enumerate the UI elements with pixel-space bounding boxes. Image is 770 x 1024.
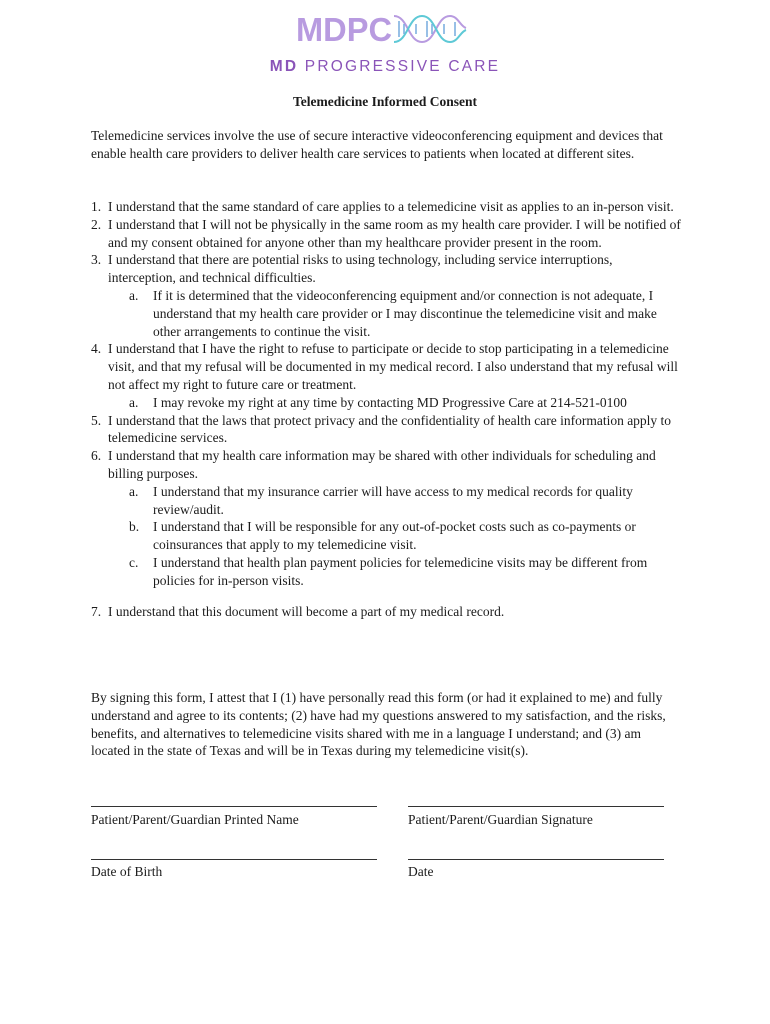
logo-mark-text: MDPC bbox=[296, 12, 392, 46]
consent-subitem bbox=[108, 394, 683, 412]
consent-item-text: I understand that I have the right to refuse to participate or decide to stop participating in a telemedicine visit, and that my refusal will be documented in my medical record. I also understand that my refusal will not affect my right to future care or treatment. bbox=[108, 341, 678, 392]
date-of-birth-line[interactable] bbox=[91, 859, 377, 860]
consent-subitem bbox=[108, 287, 683, 340]
consent-item-text: I understand that the same standard of care applies to a telemedicine visit as applies to an in-person visit. bbox=[108, 199, 674, 214]
consent-subitem-text: I may revoke my right at any time by contacting MD Progressive Care at 214-521-0100 bbox=[153, 394, 627, 410]
consent-item-number: 4. bbox=[91, 341, 102, 357]
date-label: Date bbox=[408, 864, 434, 879]
consent-subitem-text: If it is determined that the videoconferencing equipment and/or connection is not adequate, I understand that my health care provider or I may discontinue the telemedicine visit and make other arrangements to continue the visit. bbox=[153, 287, 657, 339]
logo-wordmark-rest: PROGRESSIVE CARE bbox=[304, 58, 501, 75]
date-line[interactable] bbox=[408, 859, 664, 860]
consent-subitem-letter: c. bbox=[129, 554, 139, 570]
consent-subitem-letter: b. bbox=[129, 519, 140, 535]
consent-item-text: I understand that the laws that protect privacy and the confidentiality of health care information apply to telemedicine services. bbox=[108, 412, 672, 446]
consent-item bbox=[91, 447, 683, 589]
consent-subitem-text: I understand that my insurance carrier will have access to my medical records for quality review/audit. bbox=[153, 483, 633, 517]
consent-sublist bbox=[108, 394, 683, 412]
attestation-paragraph: By signing this form, I attest that I (1) have personally read this form (or had it explained to me) and fully understand and agree to its contents; (2) have had my questions answered to my satisfaction, and the risks, benefits, and alternatives to telemedicine visits shared with me in a language I understand; and (3) am located in the state of Texas and will be in Texas during my telemedicine visit(s). bbox=[91, 690, 666, 759]
logo bbox=[0, 12, 770, 75]
consent-item-text: I understand that there are potential risks to using technology, including service interruptions, interception, and technical difficulties. bbox=[108, 252, 613, 286]
consent-item bbox=[91, 216, 683, 252]
consent-subitem-text: I understand that I will be responsible for any out-of-pocket costs such as co-payments or coinsurances that apply to my telemedicine visit. bbox=[153, 519, 636, 553]
consent-subitem bbox=[108, 483, 683, 519]
consent-item bbox=[91, 198, 683, 216]
consent-item bbox=[91, 412, 683, 448]
consent-item bbox=[91, 340, 683, 411]
consent-item-text: I understand that my health care information may be shared with other individuals for scheduling and billing purposes. bbox=[108, 448, 656, 481]
consent-sublist bbox=[108, 483, 683, 590]
consent-list bbox=[91, 198, 683, 620]
printed-name-label: Patient/Parent/Guardian Printed Name bbox=[91, 812, 299, 827]
consent-item-number: 3. bbox=[91, 252, 102, 268]
consent-item-number: 5. bbox=[91, 412, 102, 428]
mdpc-dna-logo-icon bbox=[296, 12, 468, 46]
signature-line[interactable] bbox=[408, 806, 664, 807]
consent-subitem bbox=[108, 554, 683, 590]
document-title: Telemedicine Informed Consent bbox=[293, 94, 477, 109]
printed-name-line[interactable] bbox=[91, 806, 377, 807]
intro-paragraph: Telemedicine services involve the use of secure interactive videoconferencing equipment and devices that enable health care providers to deliver health care services to patients when located at different sites. bbox=[91, 128, 663, 161]
signature-label: Patient/Parent/Guardian Signature bbox=[408, 812, 593, 827]
consent-item bbox=[91, 251, 683, 340]
logo-wordmark bbox=[0, 58, 770, 76]
consent-item-text: I understand that this document will become a part of my medical record. bbox=[108, 603, 505, 619]
consent-item-number: 7. bbox=[91, 603, 102, 619]
consent-item-number: 6. bbox=[91, 448, 102, 464]
consent-item-number: 1. bbox=[91, 199, 102, 214]
logo-wordmark-bold: MD bbox=[269, 58, 299, 75]
consent-subitem bbox=[108, 518, 683, 554]
consent-subitem-letter: a. bbox=[129, 394, 139, 410]
date-of-birth-label: Date of Birth bbox=[91, 864, 163, 879]
consent-item bbox=[91, 603, 683, 621]
consent-item-text: I understand that I will not be physically in the same room as my health care provider. I will be notified of and my consent obtained for anyone other than my healthcare provider present in the room. bbox=[108, 216, 681, 250]
consent-subitem-text: I understand that health plan payment policies for telemedicine visits may be different from policies for in-person visits. bbox=[153, 554, 648, 588]
consent-sublist bbox=[108, 287, 683, 340]
consent-item-number: 2. bbox=[91, 216, 102, 232]
consent-subitem-letter: a. bbox=[129, 483, 139, 499]
consent-subitem-letter: a. bbox=[129, 287, 139, 303]
